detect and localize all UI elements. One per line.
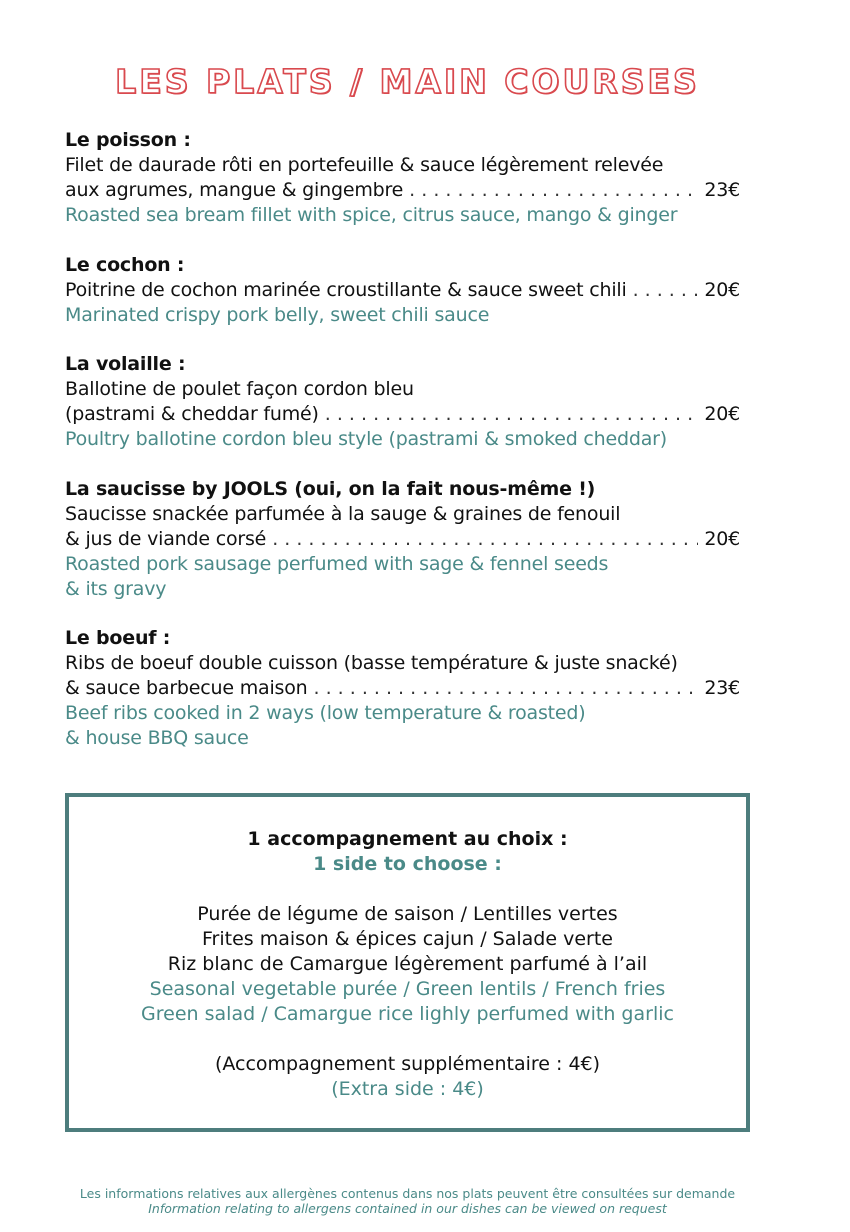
leader-dots [314,676,699,701]
dish-name: Le cochon : [65,254,185,276]
dish-description-en: & house BBQ sauce [65,727,249,749]
sides-option-en: Seasonal vegetable purée / Green lentils / French fries [149,978,666,1000]
dish-cochon [65,253,740,328]
dish-description-en: Beef ribs cooked in 2 ways (low temperature & roasted) [65,702,586,724]
dish-price: 20€ [704,528,740,550]
dish-boeuf [65,626,740,751]
leader-dots [633,278,699,303]
dish-saucisse [65,477,740,602]
dish-description-fr: & sauce barbecue maison [65,677,308,699]
extra-side-en: (Extra side : 4€) [331,1078,484,1100]
sides-heading-en: 1 side to choose : [313,853,502,875]
dish-description-fr: & jus de viande corsé [65,528,267,550]
dish-price-line [65,676,740,701]
dish-description-en: Roasted sea bream fillet with spice, citrus sauce, mango & ginger [65,204,678,226]
leader-dots [325,402,699,427]
dish-description-en: Poultry ballotine cordon bleu style (pastrami & smoked cheddar) [65,428,667,450]
dish-description-fr: (pastrami & cheddar fumé) [65,403,319,425]
dish-description-en: Roasted pork sausage perfumed with sage & fennel seeds [65,553,609,575]
sides-box [65,793,750,1132]
extra-side-fr: (Accompagnement supplémentaire : 4€) [214,1053,601,1075]
dish-description-fr: Poitrine de cochon marinée croustillante & sauce sweet chili [65,279,627,301]
dish-name: La saucisse by JOOLS (oui, on la fait nous-même !) [65,478,596,500]
leader-dots [272,527,698,552]
sides-heading-fr: 1 accompagnement au choix : [247,828,568,850]
dish-name: Le poisson : [65,129,191,151]
dish-description-fr: Ballotine de poulet façon cordon bleu [65,378,414,400]
dish-price-line [65,278,740,303]
dish-description-fr: Filet de daurade rôti en portefeuille & sauce légèrement relevée [65,154,664,176]
dish-price-line [65,402,740,427]
dish-poisson [65,128,740,228]
dish-description-fr: Ribs de boeuf double cuisson (basse température & juste snacké) [65,652,678,674]
dish-price: 20€ [704,403,740,425]
leader-dots [409,178,698,203]
dish-volaille [65,352,740,452]
allergen-notice-fr: Les informations relatives aux allergènes contenus dans nos plats peuvent être consultées sur demande [79,1186,736,1201]
sides-option-en: Green salad / Camargue rice lighly perfumed with garlic [141,1003,674,1025]
dish-description-en: Marinated crispy pork belly, sweet chili sauce [65,304,490,326]
allergen-notice [0,1186,815,1216]
sides-option-fr: Frites maison & épices cajun / Salade verte [202,928,613,950]
dish-description-fr: aux agrumes, mangue & gingembre [65,179,404,201]
dish-description-fr: Saucisse snackée parfumée à la sauge & graines de fenouil [65,503,621,525]
dish-description-en: & its gravy [65,578,167,600]
dish-price: 23€ [704,677,740,699]
dish-price-line [65,527,740,552]
dish-name: Le boeuf : [65,627,171,649]
page-title: LES PLATS / MAIN COURSES [115,62,700,101]
sides-option-fr: Riz blanc de Camargue légèrement parfumé à l’ail [167,953,648,975]
allergen-notice-en: Information relating to allergens contained in our dishes can be viewed on request [148,1201,667,1216]
dish-price-line [65,178,740,203]
dish-price: 20€ [704,279,740,301]
sides-option-fr: Purée de légume de saison / Lentilles vertes [197,903,618,925]
dish-name: La volaille : [65,353,186,375]
dish-price: 23€ [704,179,740,201]
